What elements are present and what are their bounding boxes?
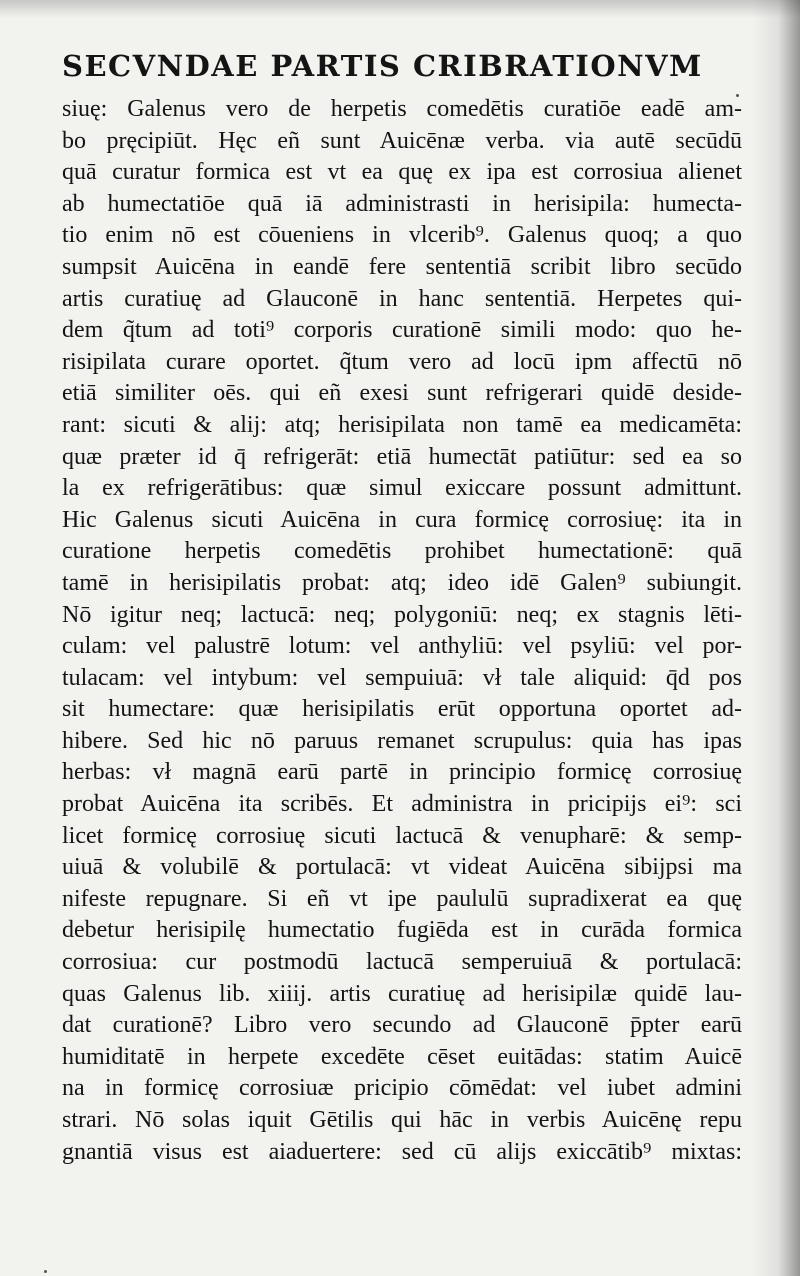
text-line: probat Auicēna ita scribēs. Et administra in pricipijs ei⁹: sci (62, 791, 742, 818)
running-head: SECVNDAE PARTIS CRIBRATIONVM (62, 49, 703, 83)
page-gutter-shadow (752, 0, 800, 1276)
text-line: quas Galenus lib. xiiij. artis curatiuę ad herisipilæ quidē lau- (62, 980, 742, 1007)
text-line: dem q̃tum ad toti⁹ corporis curationē simili modo: quo he- (62, 317, 742, 344)
text-block (62, 44, 742, 1168)
text-line: Hic Galenus sicuti Auicēna in cura formicę corrosiuę: ita in (62, 506, 742, 533)
text-line: corrosiua: cur postmodū lactucā semperuiuā & portulacā: (62, 949, 742, 976)
text-line: sumpsit Auicēna in eandē fere sententiā scribit libro secūdo (62, 253, 742, 280)
text-line: debetur herisipilę humectatio fugiēda est in curāda formica (62, 917, 742, 944)
text-line: culam: vel palustrē lotum: vel anthyliū: vel psyliū: vel por- (62, 633, 742, 660)
text-line: Nō igitur neq; lactucā: neq; polygoniū: neq; ex stagnis lēti- (62, 601, 742, 628)
text-line: quā curatur formica est vt ea quę ex ipa est corrosiua alienet (62, 159, 742, 186)
text-line: nifeste repugnare. Si eñ vt ipe paululū supradixerat ea quę (62, 885, 742, 912)
text-line: uiuā & volubilē & portulacā: vt videat Auicēna sibijpsi ma (62, 854, 742, 881)
text-line: curatione herpetis comedētis prohibet humectationē: quā (62, 538, 742, 565)
text-line: rant: sicuti & alij: atq; herisipilata non tamē ea medicamēta: (62, 411, 742, 438)
text-line: sit humectare: quæ herisipilatis erūt opportuna oportet ad- (62, 696, 742, 723)
text-line: ab humectatiōe quā iā administrasti in herisipila: humecta- (62, 190, 742, 217)
text-line: dat curationē? Libro vero secundo ad Glauconē p̄pter earū (62, 1012, 742, 1039)
text-line: tulacam: vel intybum: vel sempuiuā: vł tale aliquid: q̄d pos (62, 664, 742, 691)
text-line: artis curatiuę ad Glauconē in hanc sententiā. Herpetes qui- (62, 285, 742, 312)
text-line: risipilata curare oportet. q̃tum vero ad locū ipm affectū nō (62, 348, 742, 375)
text-line: etiā similiter oēs. qui eñ exesi sunt refrigerari quidē deside- (62, 380, 742, 407)
text-line: na in formicę corrosiuæ pricipio cōmēdat: vel iubet admini (62, 1075, 742, 1102)
text-line: tamē in herisipilatis probat: atq; ideo idē Galen⁹ subiungit. (62, 569, 742, 596)
text-line: gnantiā visus est aiaduertere: sed cū alijs exiccātib⁹ mixtas: (62, 1138, 742, 1165)
text-line: strari. Nō solas iquit Gētilis qui hāc in verbis Auicēnę repu (62, 1107, 742, 1133)
text-line: tio enim nō est cōueniens in vlcerib⁹. Galenus quoq; a quo (62, 222, 742, 249)
page-top-shadow (0, 0, 800, 18)
text-line: hibere. Sed hic nō paruus remanet scrupulus: quia has ipas (62, 727, 742, 754)
text-line: quæ præter id q̄ refrigerāt: etiā humectāt patiūtur: sed ea so (62, 443, 742, 470)
text-line: siuę: Galenus vero de herpetis comedētis curatiōe eadē am- (62, 96, 742, 122)
text-line: bo pręcipiūt. Hęc eñ sunt Auicēnæ verba. via autē secūdū (62, 127, 742, 154)
text-line: herbas: vł magnā earū partē in principio formicę corrosiuę (62, 759, 742, 786)
ink-speck (44, 1270, 47, 1273)
text-line: la ex refrigerātibus: quæ simul exiccare possunt admittunt. (62, 475, 742, 502)
text-line: humiditatē in herpete excedēte cēset euitādas: statim Auicē (62, 1043, 742, 1070)
text-line: licet formicę corrosiuę sicuti lactucā & venupharē: & semp- (62, 822, 742, 849)
